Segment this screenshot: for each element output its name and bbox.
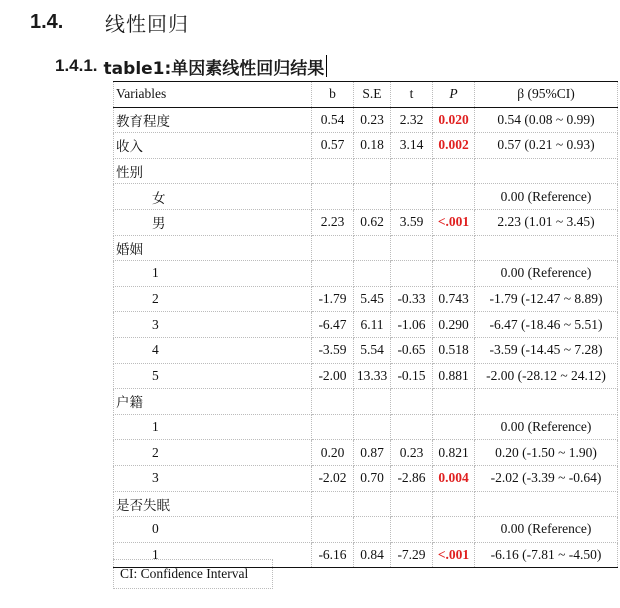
cell-b [312,235,354,261]
table-row [114,209,618,235]
cell-t: -0.65 [391,337,433,363]
table-row [114,235,618,261]
cell-beta-ci [475,389,618,415]
cell-variable: 女 [114,184,312,210]
cell-t [391,184,433,210]
table-row [114,184,618,210]
cell-p: 0.004 [433,465,475,491]
cell-b: -2.02 [312,465,354,491]
cell-se: 0.18 [354,133,391,159]
table-row [114,107,618,133]
cell-p: 0.821 [433,440,475,466]
cell-beta-ci [475,491,618,517]
cell-t: 0.23 [391,440,433,466]
cell-b: -1.79 [312,286,354,312]
cell-p [433,389,475,415]
section-number: 1.4. [30,10,64,33]
cell-t: 3.59 [391,209,433,235]
cell-variable: 收入 [114,133,312,159]
cell-p [433,184,475,210]
table-row [114,465,618,491]
cell-t [391,517,433,543]
cell-t: -7.29 [391,542,433,568]
cell-b [312,517,354,543]
cell-beta-ci: -6.16 (-7.81 ~ -4.50) [475,542,618,568]
cell-se [354,389,391,415]
cell-b [312,184,354,210]
cell-beta-ci: 0.00 (Reference) [475,414,618,440]
table-row [114,440,618,466]
cell-variable: 1 [114,542,312,568]
cell-t [391,414,433,440]
cell-p [433,414,475,440]
column-header-se: S.E [354,82,391,108]
table-row [114,517,618,543]
cell-t: 3.14 [391,133,433,159]
cell-beta-ci: 0.54 (0.08 ~ 0.99) [475,107,618,133]
cell-p: 0.290 [433,312,475,338]
cell-b: -6.16 [312,542,354,568]
table-row [114,261,618,287]
cell-variable: 0 [114,517,312,543]
table-header-row [114,82,618,108]
cell-p [433,261,475,287]
cell-variable: 3 [114,465,312,491]
cell-variable: 3 [114,312,312,338]
column-header-t: t [391,82,433,108]
cell-t [391,261,433,287]
cell-se: 0.70 [354,465,391,491]
table-row [114,491,618,517]
regression-table [113,81,618,568]
cell-p: <.001 [433,542,475,568]
cell-t [391,235,433,261]
cell-se [354,158,391,184]
table-row [114,363,618,389]
table-row [114,133,618,159]
cell-b: -3.59 [312,337,354,363]
cell-beta-ci: 0.00 (Reference) [475,517,618,543]
cell-beta-ci: 0.57 (0.21 ~ 0.93) [475,133,618,159]
table-row [114,158,618,184]
cell-b [312,389,354,415]
cell-se [354,184,391,210]
cell-se [354,414,391,440]
cell-beta-ci [475,235,618,261]
cell-b: 0.54 [312,107,354,133]
cell-se: 0.62 [354,209,391,235]
table-row [114,312,618,338]
cell-p [433,235,475,261]
cell-variable: 男 [114,209,312,235]
column-header-beta-ci: β (95%CI) [475,82,618,108]
cell-se [354,517,391,543]
subsection-heading [55,52,327,80]
table-row [114,337,618,363]
cell-b [312,414,354,440]
cell-b [312,158,354,184]
cell-t: -1.06 [391,312,433,338]
cell-t [391,491,433,517]
cell-b: 0.20 [312,440,354,466]
cell-beta-ci [475,158,618,184]
cell-p: 0.881 [433,363,475,389]
table-row [114,414,618,440]
cell-se [354,261,391,287]
cell-p: <.001 [433,209,475,235]
cell-se: 5.45 [354,286,391,312]
cell-variable: 2 [114,286,312,312]
subsection-number: 1.4.1. [55,56,98,75]
cell-p: 0.020 [433,107,475,133]
cell-p [433,158,475,184]
column-header-variables: Variables [114,82,312,108]
cell-se: 6.11 [354,312,391,338]
cell-t: -0.33 [391,286,433,312]
cell-se: 13.33 [354,363,391,389]
column-header-b: b [312,82,354,108]
cell-beta-ci: 2.23 (1.01 ~ 3.45) [475,209,618,235]
cell-t: -2.86 [391,465,433,491]
cell-b: 2.23 [312,209,354,235]
cell-variable: 1 [114,414,312,440]
cell-beta-ci: -6.47 (-18.46 ~ 5.51) [475,312,618,338]
table-row [114,286,618,312]
cell-beta-ci: -1.79 (-12.47 ~ 8.89) [475,286,618,312]
cell-se [354,491,391,517]
cell-p [433,517,475,543]
cell-p: 0.002 [433,133,475,159]
cell-b: -2.00 [312,363,354,389]
cell-t [391,158,433,184]
cell-variable: 2 [114,440,312,466]
cell-t: 2.32 [391,107,433,133]
cell-se: 0.23 [354,107,391,133]
cell-b [312,261,354,287]
text-cursor [326,55,327,77]
cell-variable: 5 [114,363,312,389]
column-header-p: P [433,82,475,108]
cell-variable: 性别 [114,158,312,184]
cell-p [433,491,475,517]
cell-b [312,491,354,517]
cell-p: 0.518 [433,337,475,363]
cell-beta-ci: 0.00 (Reference) [475,184,618,210]
section-title: 线性回归 [105,11,189,36]
cell-variable: 4 [114,337,312,363]
cell-beta-ci: -2.00 (-28.12 ~ 24.12) [475,363,618,389]
table-row [114,389,618,415]
cell-p: 0.743 [433,286,475,312]
cell-t: -0.15 [391,363,433,389]
cell-se: 5.54 [354,337,391,363]
cell-variable: 是否失眠 [114,491,312,517]
table-footnote: CI: Confidence Interval [113,559,273,589]
cell-se: 0.84 [354,542,391,568]
cell-beta-ci: 0.20 (-1.50 ~ 1.90) [475,440,618,466]
cell-variable: 婚姻 [114,235,312,261]
cell-variable: 1 [114,261,312,287]
cell-b: -6.47 [312,312,354,338]
section-heading [30,6,189,38]
cell-beta-ci: -3.59 (-14.45 ~ 7.28) [475,337,618,363]
cell-variable: 教育程度 [114,107,312,133]
cell-se: 0.87 [354,440,391,466]
subsection-title: table1:单因素线性回归结果 [103,58,325,79]
cell-se [354,235,391,261]
cell-beta-ci: 0.00 (Reference) [475,261,618,287]
cell-variable: 户籍 [114,389,312,415]
cell-b: 0.57 [312,133,354,159]
cell-beta-ci: -2.02 (-3.39 ~ -0.64) [475,465,618,491]
cell-t [391,389,433,415]
